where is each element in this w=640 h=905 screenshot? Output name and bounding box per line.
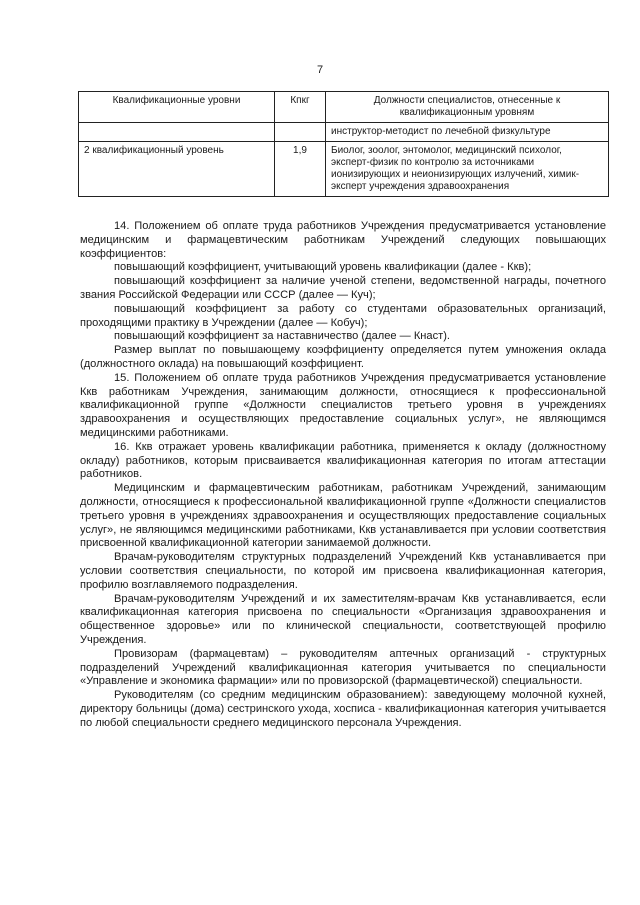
paragraph: 15. Положением об оплате труда работников Учреждения предусматривается установление Ккв работникам Учреждения, занимающим должности, относящиеся к профессиональной квалификационной группе «Должности специалистов третьего уровня в учреждениях здравоохранения и осуществляющих предоставление социальных услуг», не являющимся медицинскими работниками.: [80, 371, 606, 439]
paragraph: 16. Ккв отражает уровень квалификации работника, применяется к окладу (должностному окладу) работников, которым присваивается квалификационная категория по итогам аттестации работников.: [80, 440, 606, 481]
page-number: 7: [316, 64, 324, 76]
paragraph: повышающий коэффициент за наличие ученой степени, ведомственной награды, почетного звания Российской Федерации или СССР (далее — Куч);: [80, 275, 606, 301]
paragraph: повышающий коэффициент за наставничество (далее — Кнаст).: [114, 330, 451, 343]
table-header-row: [79, 92, 609, 123]
paragraph: Врачам-руководителям структурных подразделений Учреждений Ккв устанавливается при условии соответствия специальности, по которой им присвоена квалификационная категория, профилю возглавляемого подразделения.: [80, 551, 606, 591]
column-header: Квалификационные уровни: [79, 92, 275, 123]
paragraph: повышающий коэффициент за работу со студентами образовательных организаций, проходящими практику в Учреждении (далее — Кобуч);: [80, 302, 606, 329]
table-cell: [79, 123, 275, 142]
qualification-table: [78, 91, 609, 197]
table-cell: Биолог, зоолог, энтомолог, медицинский психолог, эксперт-физик по контролю за источниками ионизирующих и неионизирующих излучений, химик-эксперт учреждения здравоохранения: [326, 142, 609, 197]
paragraph: Медицинским и фармацевтическим работникам, работникам Учреждений, занимающим должности, относящиеся к профессиональной квалификационной группе «Должности специалистов третьего уровня в учреждениях здравоохранения и осуществляющих предоставление социальных услуг», не являющимся медицинскими работниками, Ккв устанавливается при условии соответствия присвоенной квалификационной категории занимаемой должности.: [80, 482, 606, 550]
table-cell: 1,9: [275, 142, 326, 197]
paragraph: Руководителям (со средним медицинским образованием): заведующему молочной кухней, директору больницы (дома) сестринского ухода, хосписа - квалификационная категория учитывается по любой специальности среднего медицинского персонала Учреждения.: [80, 689, 606, 729]
paragraph: Размер выплат по повышающему коэффициенту определяется путем умножения оклада (должностного оклада) на повышающий коэффициент.: [80, 344, 606, 370]
column-header: Кпкг: [275, 92, 326, 123]
table-cell: [275, 123, 326, 142]
paragraph: 14. Положением об оплате труда работников Учреждения предусматривается установление медицинским и фармацевтическим работникам Учреждений следующих повышающих коэффициентов:: [80, 220, 606, 260]
table-cell: 2 квалификационный уровень: [79, 142, 275, 197]
paragraph: Провизорам (фармацевтам) – руководителям аптечных организаций - структурных подразделений Учреждений квалификационная категория учитывается по специальности «Управление и экономика фармации» или по провизорской (фармацевтической) специальности.: [80, 647, 606, 688]
table-cell: инструктор-методист по лечебной физкультуре: [326, 123, 609, 142]
document-body: [80, 220, 606, 730]
table-row: [79, 142, 609, 197]
paragraph: Врачам-руководителям Учреждений и их заместителям-врачам Ккв устанавливается, если квалификационная категория присвоена по специальности «Организация здравоохранения и общественное здоровье» или по клинической специальности, соответствующей профилю Учреждения.: [80, 592, 606, 646]
paragraph: повышающий коэффициент, учитывающий уровень квалификации (далее - Ккв);: [114, 261, 532, 274]
column-header: Должности специалистов, отнесенные к квалификационным уровням: [326, 92, 609, 123]
table-row: [79, 123, 609, 142]
